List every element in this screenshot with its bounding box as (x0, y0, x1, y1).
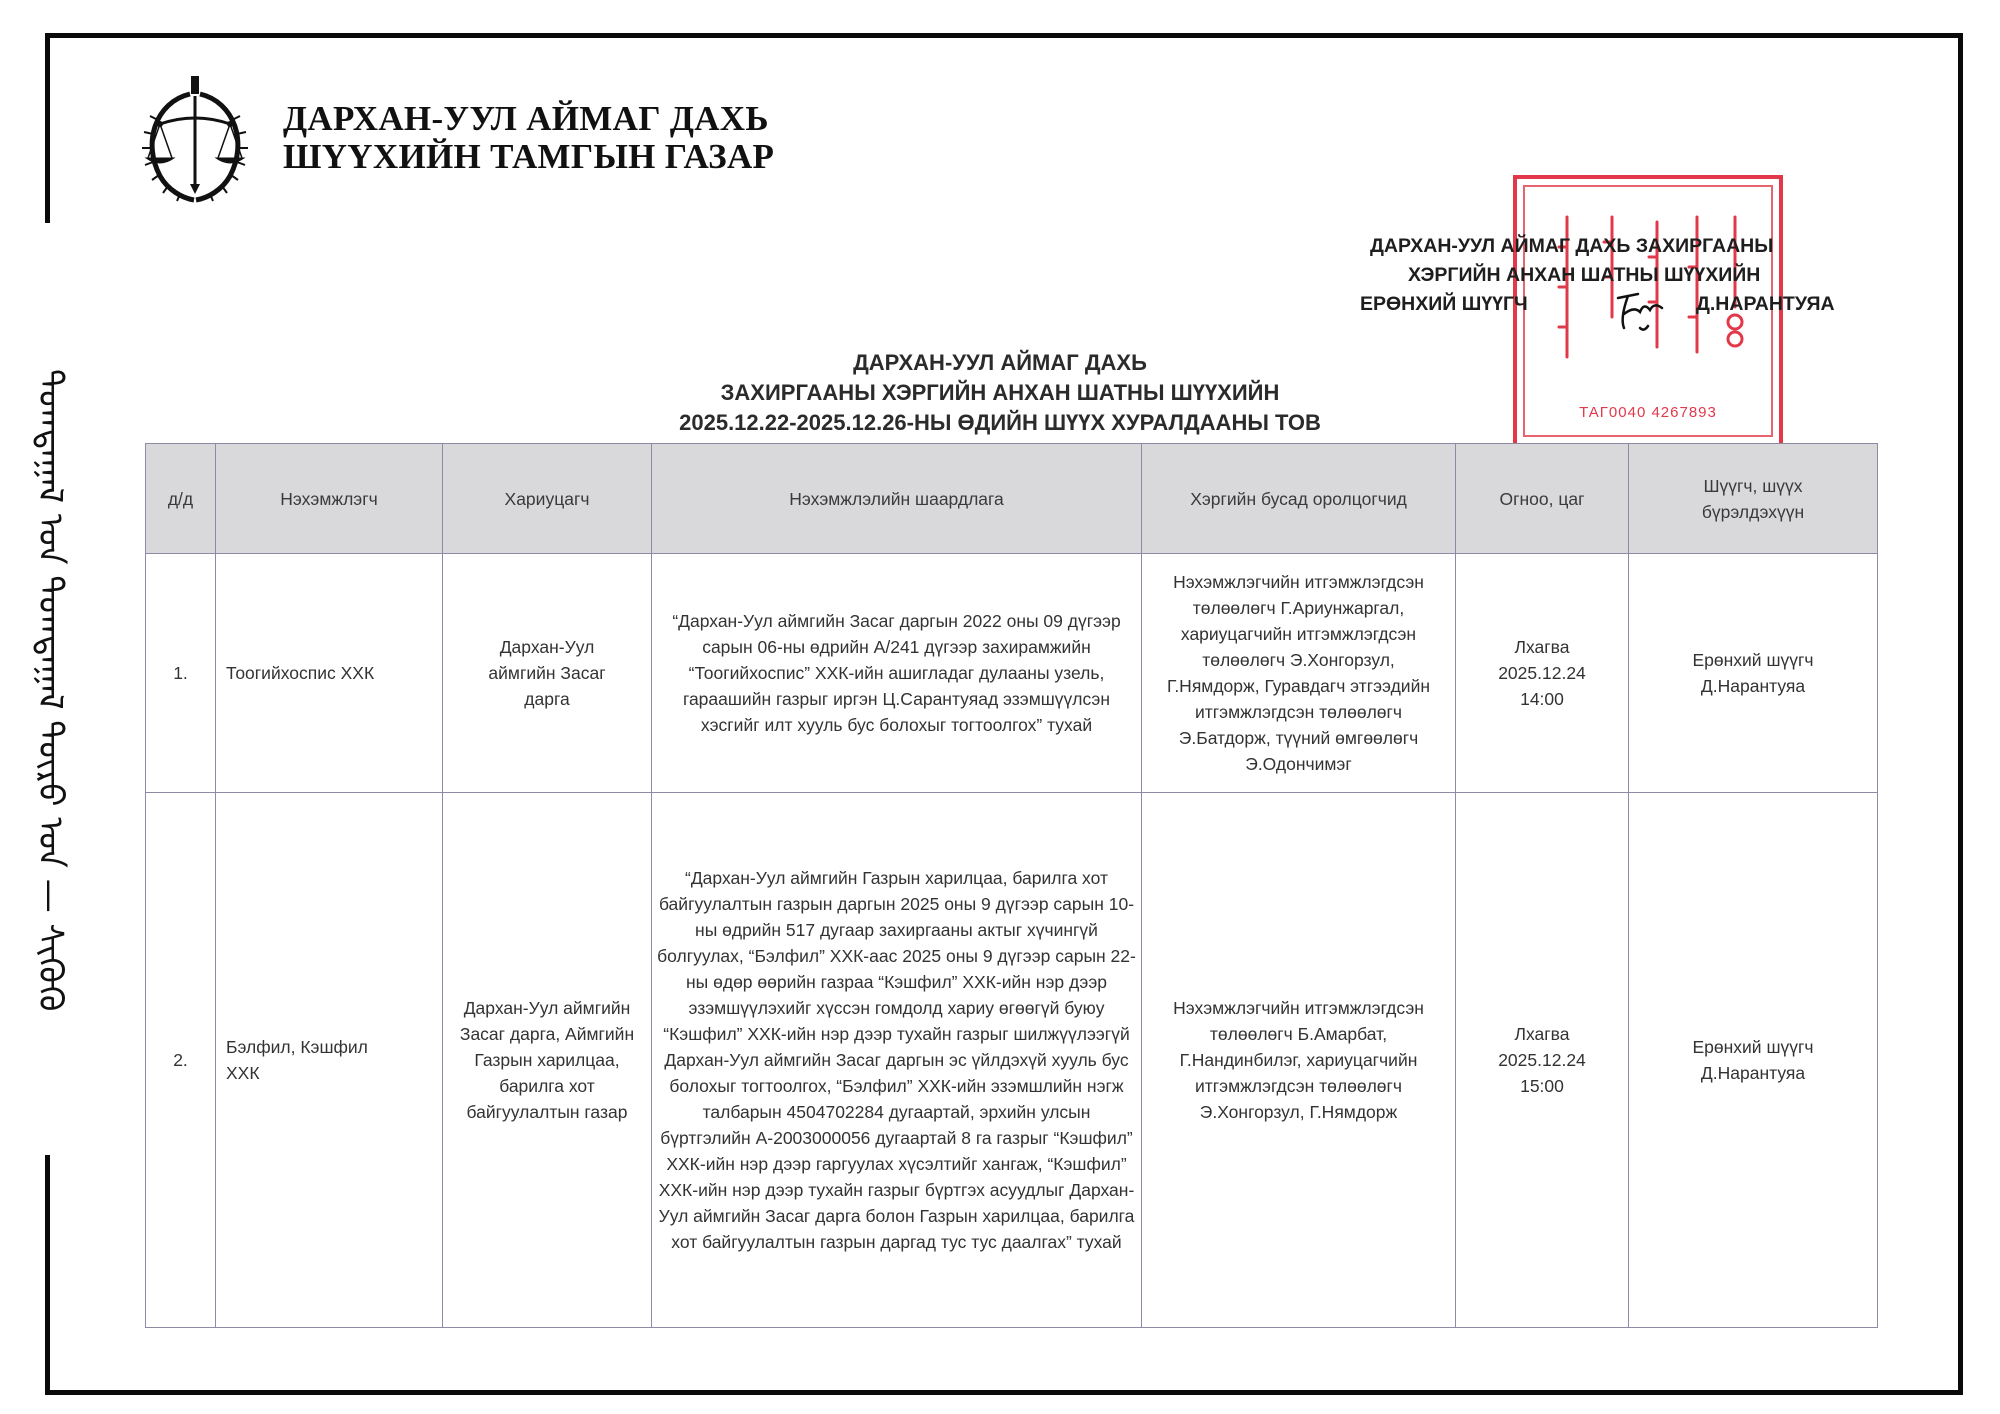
cell-defendant: Дархан-Уул аймгийн Засаг дарга (443, 554, 652, 793)
hearing-time: 15:00 (1520, 1076, 1564, 1096)
cell-defendant: Дархан-Уул аймгийн Засаг дарга, Аймгийн Газрын харилцаа, барилга хот байгуулалтын газар (443, 793, 652, 1328)
handwritten-signature (1610, 288, 1670, 338)
organization-title-line2: ШҮҮХИЙН ТАМГЫН ГАЗАР (283, 137, 775, 176)
document-title (560, 348, 1440, 438)
cell-plaintiff: Тоогийхоспис ХХК (216, 554, 443, 793)
cell-judge (1629, 793, 1878, 1328)
mongolian-script-text: ᠲᠣᠭᠲᠠᠭᠠᠯ ᠤᠨ ᠲᠣᠭᠲᠠᠭᠠᠯ ᠲᠥᠷᠥ ᠤᠨ — ᠰᠢᠭᠦᠬᠦ (30, 368, 70, 1012)
judge-name: Д.Нарантуяа (1700, 1063, 1806, 1083)
document-title-line2: ЗАХИРГААНЫ ХЭРГИЙН АНХАН ШАТНЫ ШҮҮХИЙН (720, 380, 1280, 405)
hearing-day: Лхагва (1514, 1024, 1570, 1044)
hearing-day: Лхагва (1514, 637, 1570, 657)
cell-date-time (1456, 554, 1629, 793)
cell-date-time (1456, 793, 1629, 1328)
cell-participants: Нэхэмжлэгчийн итгэмжлэгдсэн төлөөлөгч Г.Ариунжаргал, хариуцагчийн итгэмжлэгдсэн төлөөлөгч Э.Хонгорзул, Г.Нямдорж, Гуравдагч этгээдийн итгэмжлэгдсэн төлөөлөгч Э.Батдорж, түүний өмгөөлөгч Э.Одончимэг (1142, 554, 1456, 793)
judge-name: Д.Нарантуяа (1700, 676, 1806, 696)
judge-title: Ерөнхий шүүгч (1692, 1037, 1814, 1057)
approval-judge-title: ЕРӨНХИЙ ШҮҮГЧ (1360, 293, 1528, 315)
table-row (146, 554, 1878, 793)
cell-plaintiff: Бэлфил, Кэшфил ХХК (216, 793, 443, 1328)
column-header-judge: Шүүгч, шүүх бүрэлдэхүүн (1629, 444, 1878, 554)
hearing-time: 14:00 (1520, 689, 1564, 709)
cell-judge (1629, 554, 1878, 793)
organization-title (283, 100, 774, 176)
hearing-date: 2025.12.24 (1498, 663, 1586, 683)
frame-border-right (1958, 33, 1963, 1395)
column-header-claim: Нэхэмжлэлийн шаардлага (652, 444, 1142, 554)
stamp-code: ТАГ0040 4267893 (1579, 404, 1717, 421)
approval-judge-name: Д.НАРАНТУЯА (1696, 293, 1835, 315)
approval-line2: ХЭРГИЙН АНХАН ШАТНЫ ШҮҮХИЙН (1408, 264, 1761, 286)
column-header-defendant: Хариуцагч (443, 444, 652, 554)
frame-border-left-bottom (45, 1155, 50, 1395)
cell-claim: “Дархан-Уул аймгийн Газрын харилцаа, барилга хот байгуулалтын газрын даргын 2025 оны 9 дүгээр сарын 10-ны өдрийн 517 дугаар захиргааны актыг хүчингүй болгуулах, “Бэлфил” ХХК-аас 2025 оны 9 дүгээр сарын 22-ны өдөр өөрийн газраа “Кэшфил” ХХК-ийн нэр дээр эзэмшүүлэхийг хүссэн гомдолд хариу өгөөгүй буюу “Кэшфил” ХХК-ийн нэр дээр тухайн газрыг шилжүүлээгүй Дархан-Уул аймгийн Засаг даргын эс үйлдэхүй хууль бус болохыг тогтоолгох, “Бэлфил” ХХК-ийн эзэмшлийн нэгж талбарын 4504702284 дугаартай, эрхийн улсын бүртгэлийн А-2003000056 дугаартай 8 га газрыг “Кэшфил” ХХК-ийн нэр дээр гаргуулах хүсэлтийг хангаж, “Кэшфил” ХХК-ийн нэр дээр тухайн газрыг бүртгэх асуудлыг Дархан-Уул аймгийн Засаг дарга болон Газрын харилцаа, барилга хот байгуулалтын газрын даргад тус тус даалгах” тухай (652, 793, 1142, 1328)
mongolian-script-band (22, 225, 78, 1155)
approval-line1: ДАРХАН-УУЛ АЙМАГ ДАХЬ ЗАХИРГААНЫ (1370, 235, 1774, 257)
column-header-participants: Хэргийн бусад оролцогчид (1142, 444, 1456, 554)
document-title-line1: ДАРХАН-УУЛ АЙМАГ ДАХЬ (853, 350, 1147, 375)
column-header-plaintiff: Нэхэмжлэгч (216, 444, 443, 554)
table-header-row (146, 444, 1878, 554)
court-emblem-icon (138, 72, 252, 206)
column-header-number: д/д (146, 444, 216, 554)
organization-title-line1: ДАРХАН-УУЛ АЙМАГ ДАХЬ (283, 99, 769, 138)
cell-number: 2. (146, 793, 216, 1328)
frame-border-bottom (45, 1390, 1963, 1395)
table-row (146, 793, 1878, 1328)
judge-title: Ерөнхий шүүгч (1692, 650, 1814, 670)
frame-border-top (45, 33, 1962, 38)
document-title-line3: 2025.12.22-2025.12.26-НЫ ӨДИЙН ШҮҮХ ХУРАЛДААНЫ ТОВ (679, 410, 1321, 435)
frame-border-left-top (45, 33, 50, 223)
cell-number: 1. (146, 554, 216, 793)
hearing-date: 2025.12.24 (1498, 1050, 1586, 1070)
cell-claim: “Дархан-Уул аймгийн Засаг даргын 2022 оны 09 дүгээр сарын 06-ны өдрийн А/241 дүгээр захирамжийн “Тоогийхоспис” ХХК-ийн ашигладаг дулааны узель, гараашийн газрыг иргэн Ц.Сарантуяад эзэмшүүлсэн хэсгийг илт хууль бус болохыг тогтоолгох” тухай (652, 554, 1142, 793)
column-header-date-time: Огноо, цаг (1456, 444, 1629, 554)
hearing-schedule-table (145, 443, 1878, 1328)
cell-participants: Нэхэмжлэгчийн итгэмжлэгдсэн төлөөлөгч Б.Амарбат, Г.Нандинбилэг, хариуцагчийн итгэмжлэгдсэн төлөөлөгч Э.Хонгорзул, Г.Нямдорж (1142, 793, 1456, 1328)
